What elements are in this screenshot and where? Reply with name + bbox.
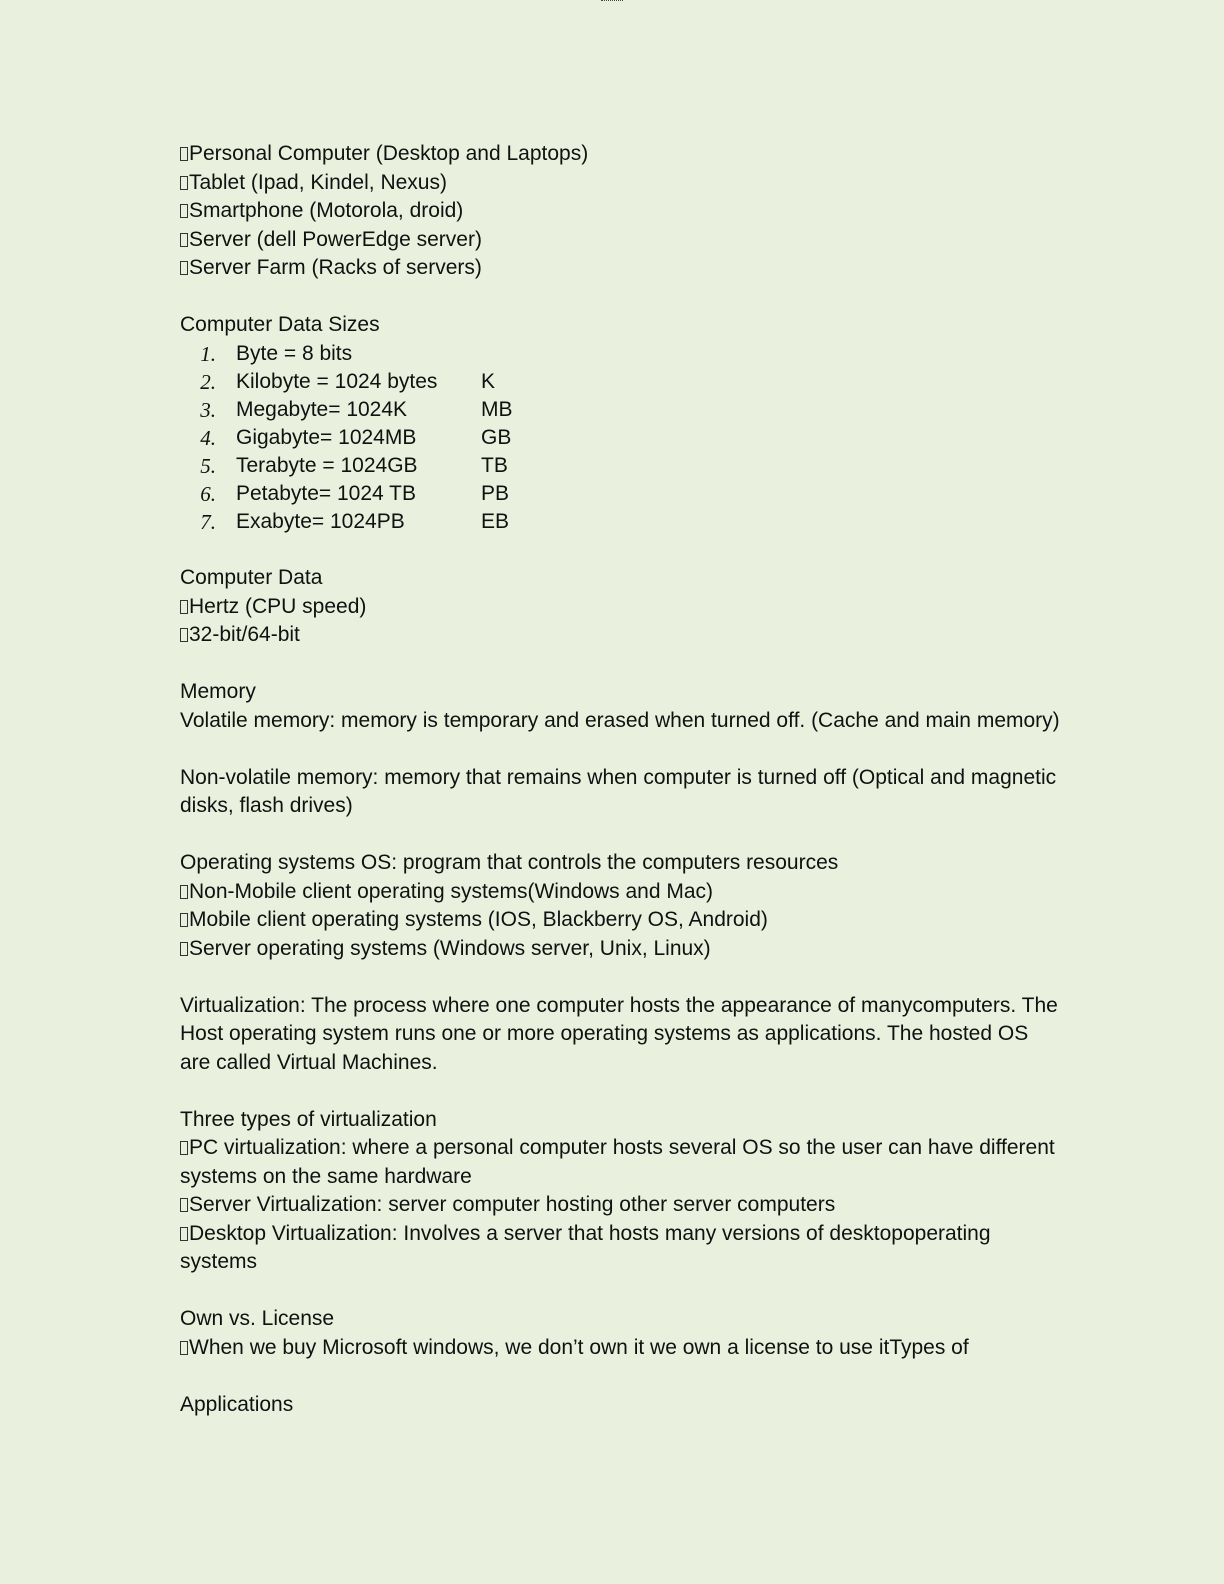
missing-glyph-icon (180, 233, 188, 247)
list-item: 2. Kilobyte = 1024 bytes K (200, 369, 496, 394)
missing-glyph-icon (180, 885, 188, 899)
missing-glyph-icon (180, 147, 188, 161)
data-sizes-list (180, 340, 1060, 536)
list-item: Smartphone (Motorola, droid) (180, 197, 1060, 226)
missing-glyph-icon (180, 1141, 188, 1155)
data-sizes-heading: Computer Data Sizes (180, 313, 380, 336)
list-item: 6. Petabyte= 1024 TB PB (200, 481, 510, 506)
computer-data-heading: Computer Data (180, 566, 323, 589)
license-heading: Own vs. License (180, 1307, 335, 1330)
document-page (180, 140, 1060, 1419)
missing-glyph-icon (180, 1198, 188, 1212)
missing-glyph-icon (180, 942, 188, 956)
list-item: 32-bit/64-bit (180, 621, 1060, 650)
list-item: Non-Mobile client operating systems(Windows and Mac) (180, 878, 1060, 907)
list-item: 7. Exabyte= 1024PB EB (200, 509, 510, 534)
list-item: Tablet (Ipad, Kindel, Nexus) (180, 169, 1060, 198)
list-item: Personal Computer (Desktop and Laptops) (180, 140, 1060, 169)
missing-glyph-icon (180, 1227, 188, 1241)
list-item: Mobile client operating systems (IOS, Blackberry OS, Android) (180, 906, 1060, 935)
virtualization-types-heading: Three types of virtualization (180, 1107, 437, 1131)
list-item: PC virtualization: where a personal computer hosts several OS so the user can have different systems on the same hardware (180, 1136, 1055, 1188)
missing-glyph-icon (180, 1341, 188, 1355)
volatile-paragraph: Volatile memory: memory is temporary and erased when turned off. (Cache and main memory) (180, 708, 1060, 732)
list-item: 3. Megabyte= 1024K MB (200, 397, 513, 422)
virtualization-paragraph: Virtualization: The process where one computer hosts the appearance of manycomputers. The Host operating system runs one or more operating systems as applications. The hosted OS are called Virtual Machines. (180, 993, 1058, 1074)
missing-glyph-icon (180, 204, 188, 218)
list-item: When we buy Microsoft windows, we don’t own it we own a license to use itTypes of (180, 1334, 1060, 1363)
list-item: Server operating systems (Windows server, Unix, Linux) (180, 935, 1060, 964)
top-mark (601, 0, 623, 3)
list-item: Server (dell PowerEdge server) (180, 226, 1060, 255)
list-item: Server Virtualization: server computer hosting other server computers (180, 1191, 1060, 1220)
applications-heading: Applications (180, 1392, 294, 1416)
missing-glyph-icon (180, 628, 188, 642)
list-item: 4. Gigabyte= 1024MB GB (200, 425, 512, 450)
list-item: 5. Terabyte = 1024GB TB (200, 453, 508, 478)
memory-heading: Memory (180, 680, 256, 703)
missing-glyph-icon (180, 176, 188, 190)
os-heading: Operating systems OS: program that controls the computers resources (180, 851, 839, 874)
missing-glyph-icon (180, 600, 188, 614)
list-item: Hertz (CPU speed) (180, 593, 1060, 622)
missing-glyph-icon (180, 261, 188, 275)
nonvolatile-paragraph: Non-volatile memory: memory that remains when computer is turned off (Optical and magnetic disks, flash drives) (180, 765, 1057, 817)
list-item: Server Farm (Racks of servers) (180, 254, 1060, 283)
list-item: Desktop Virtualization: Involves a server that hosts many versions of desktopoperating systems (180, 1221, 991, 1273)
list-item: 1. Byte = 8 bits (200, 341, 353, 366)
missing-glyph-icon (180, 913, 188, 927)
